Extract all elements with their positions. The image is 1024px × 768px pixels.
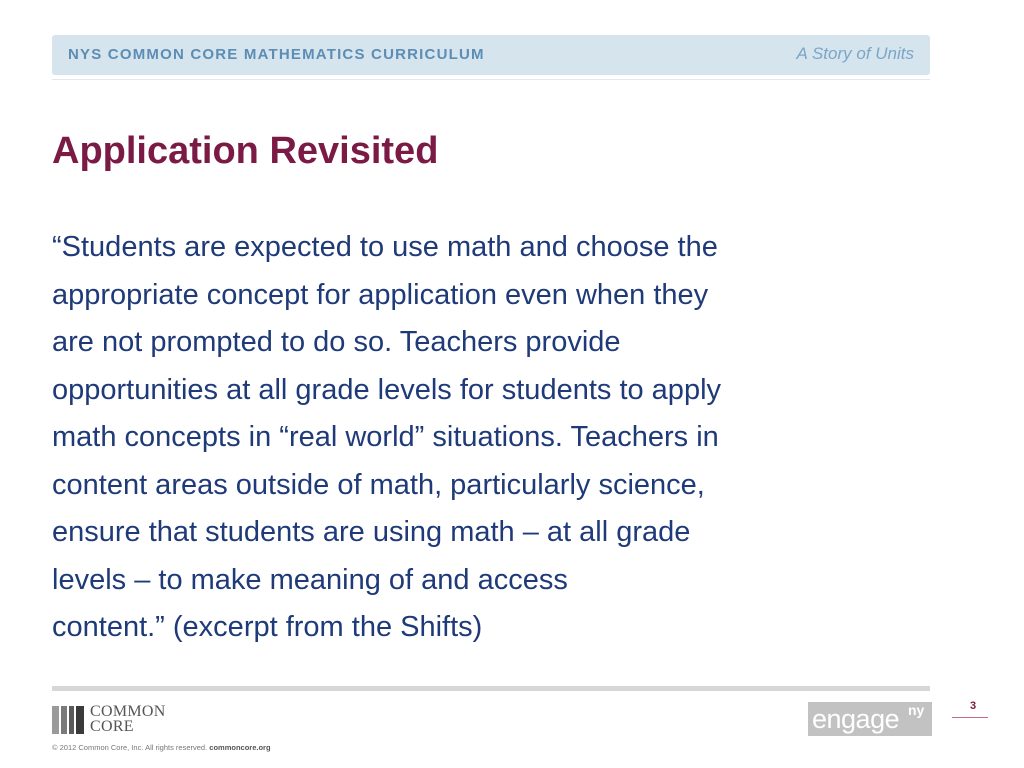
footer-divider bbox=[52, 686, 930, 691]
common-core-bars-icon bbox=[52, 706, 86, 734]
common-core-logo bbox=[52, 704, 182, 736]
page-number-underline bbox=[952, 717, 988, 718]
quote-text: “Students are expected to use math and choose the appropriate concept for application even when they are not prompted to do so. Teachers provide opportunities at all grade levels for students to apply math concepts in “real world” situations. Teachers in content areas outside of math, particularly science, ensure that students are using math – at all grade levels – to make meaning of and access content.” (excerpt from the Shifts) bbox=[52, 231, 722, 643]
commoncore-link[interactable]: commoncore.org bbox=[209, 743, 271, 752]
header-bar bbox=[52, 35, 930, 75]
header-divider bbox=[52, 79, 930, 80]
common-core-wordmark: COMMON CORE bbox=[90, 703, 166, 735]
curriculum-title: NYS COMMON CORE MATHEMATICS CURRICULUM bbox=[68, 46, 485, 63]
slide-title: Application Revisited bbox=[52, 130, 439, 172]
copyright-notice: © 2012 Common Core, Inc. All rights reserved. commoncore.org bbox=[52, 743, 271, 752]
engageny-logo: engage ny bbox=[808, 702, 932, 736]
story-of-units-label: A Story of Units bbox=[796, 44, 914, 63]
page-number: 3 bbox=[969, 700, 977, 712]
